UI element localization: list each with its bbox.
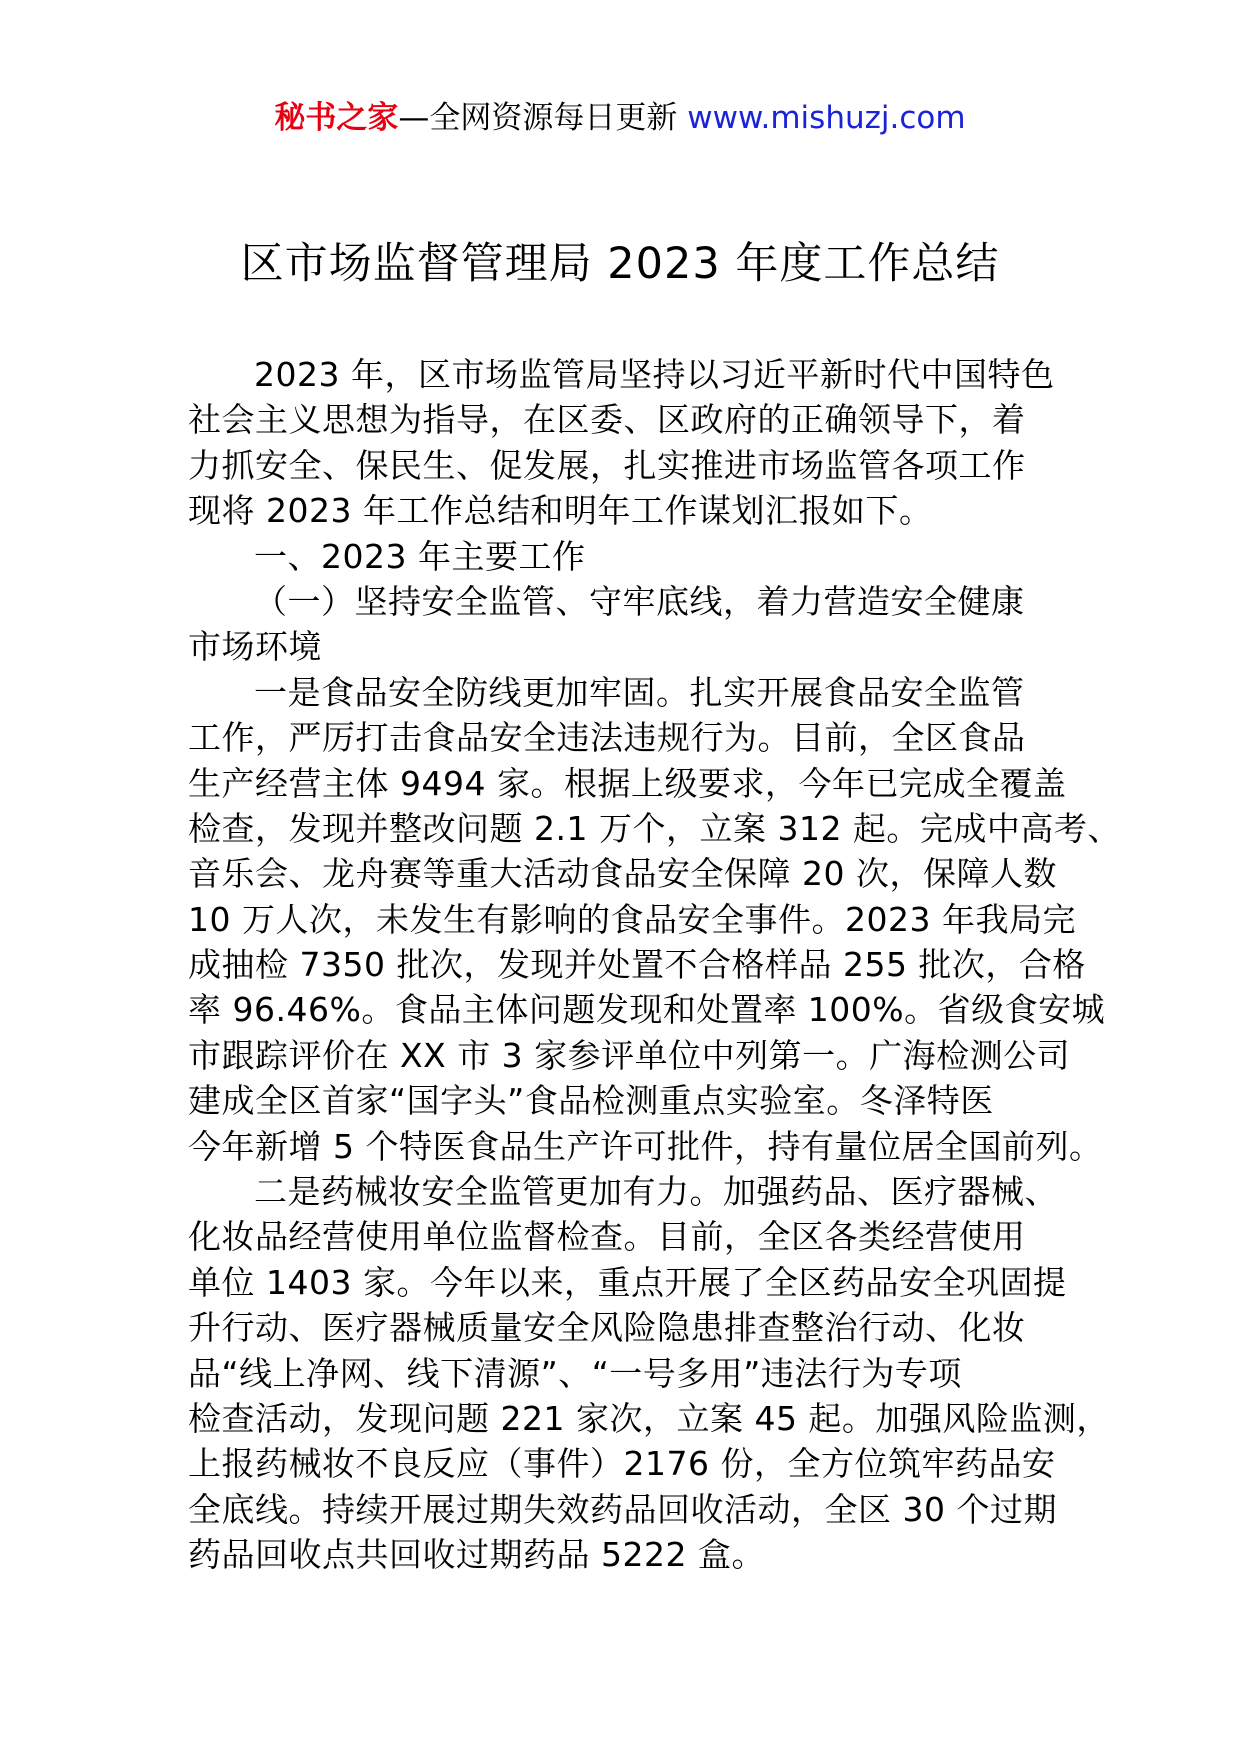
body-line: 上报药械妆不良反应（事件）2176 份，全方位筑牢药品安 [188, 1444, 1056, 1484]
header-slogan: —全网资源每日更新 [398, 100, 688, 136]
body-line: 检查，发现并整改问题 2.1 万个，立案 312 起。完成中高考、 [188, 808, 1121, 848]
site-header [0, 96, 1240, 140]
body-line: 音乐会、龙舟赛等重大活动食品安全保障 20 次，保障人数 [188, 854, 1057, 894]
body-line: 药品回收点共回收过期药品 5222 盒。 [188, 1535, 765, 1575]
document-title: 区市场监督管理局 2023 年度工作总结 [240, 239, 1000, 289]
body-line: 生产经营主体 9494 家。根据上级要求，今年已完成全覆盖 [188, 763, 1067, 803]
site-url[interactable]: www.mishuzj.com [687, 100, 966, 136]
body-line: 品“线上净网、线下清源”、“一号多用”违法行为专项 [188, 1353, 962, 1393]
body-line: 率 96.46%。食品主体问题发现和处置率 100%。省级食安城 [188, 990, 1106, 1030]
body-line: 建成全区首家“国字头”食品检测重点实验室。冬泽特医 [188, 1081, 994, 1121]
document-body [188, 352, 1121, 1578]
body-line: 现将 2023 年工作总结和明年工作谋划汇报如下。 [188, 491, 933, 531]
body-line: 10 万人次，未发生有影响的食品安全事件。2023 年我局完 [188, 899, 1076, 939]
body-line: 一是食品安全防线更加牢固。扎实开展食品安全监管 [254, 672, 1025, 712]
body-line: 力抓安全、保民生、促发展，扎实推进市场监管各项工作 [188, 445, 1026, 485]
body-line: 升行动、医疗器械质量安全风险隐患排查整治行动、化妆 [188, 1308, 1026, 1348]
brand-name: 秘书之家 [274, 100, 399, 136]
body-line: 单位 1403 家。今年以来，重点开展了全区药品安全巩固提 [188, 1262, 1067, 1302]
body-line: 全底线。持续开展过期失效药品回收活动，全区 30 个过期 [188, 1489, 1057, 1529]
body-line: 工作，严厉打击食品安全违法违规行为。目前，全区食品 [188, 718, 1026, 758]
body-line: 二是药械妆安全监管更加有力。加强药品、医疗器械、 [254, 1172, 1058, 1212]
body-line: 社会主义思想为指导，在区委、区政府的正确领导下，着 [188, 400, 1026, 440]
subsection-heading: （一）坚持安全监管、守牢底线，着力营造安全健康 [254, 581, 1025, 621]
body-line: 今年新增 5 个特医食品生产许可批件，持有量位居全国前列。 [188, 1126, 1103, 1166]
body-line: 市跟踪评价在 XX 市 3 家参评单位中列第一。广海检测公司 [188, 1035, 1071, 1075]
body-line: 2023 年，区市场监管局坚持以习近平新时代中国特色 [254, 355, 1055, 394]
section-heading: 一、2023 年主要工作 [254, 536, 586, 576]
body-line: 化妆品经营使用单位监督检查。目前，全区各类经营使用 [188, 1217, 1026, 1257]
body-line: 检查活动，发现问题 221 家次，立案 45 起。加强风险监测， [188, 1398, 1110, 1438]
subsection-heading-continued: 市场环境 [188, 627, 322, 667]
body-line: 成抽检 7350 批次，发现并处置不合格样品 255 批次，合格 [188, 945, 1086, 985]
